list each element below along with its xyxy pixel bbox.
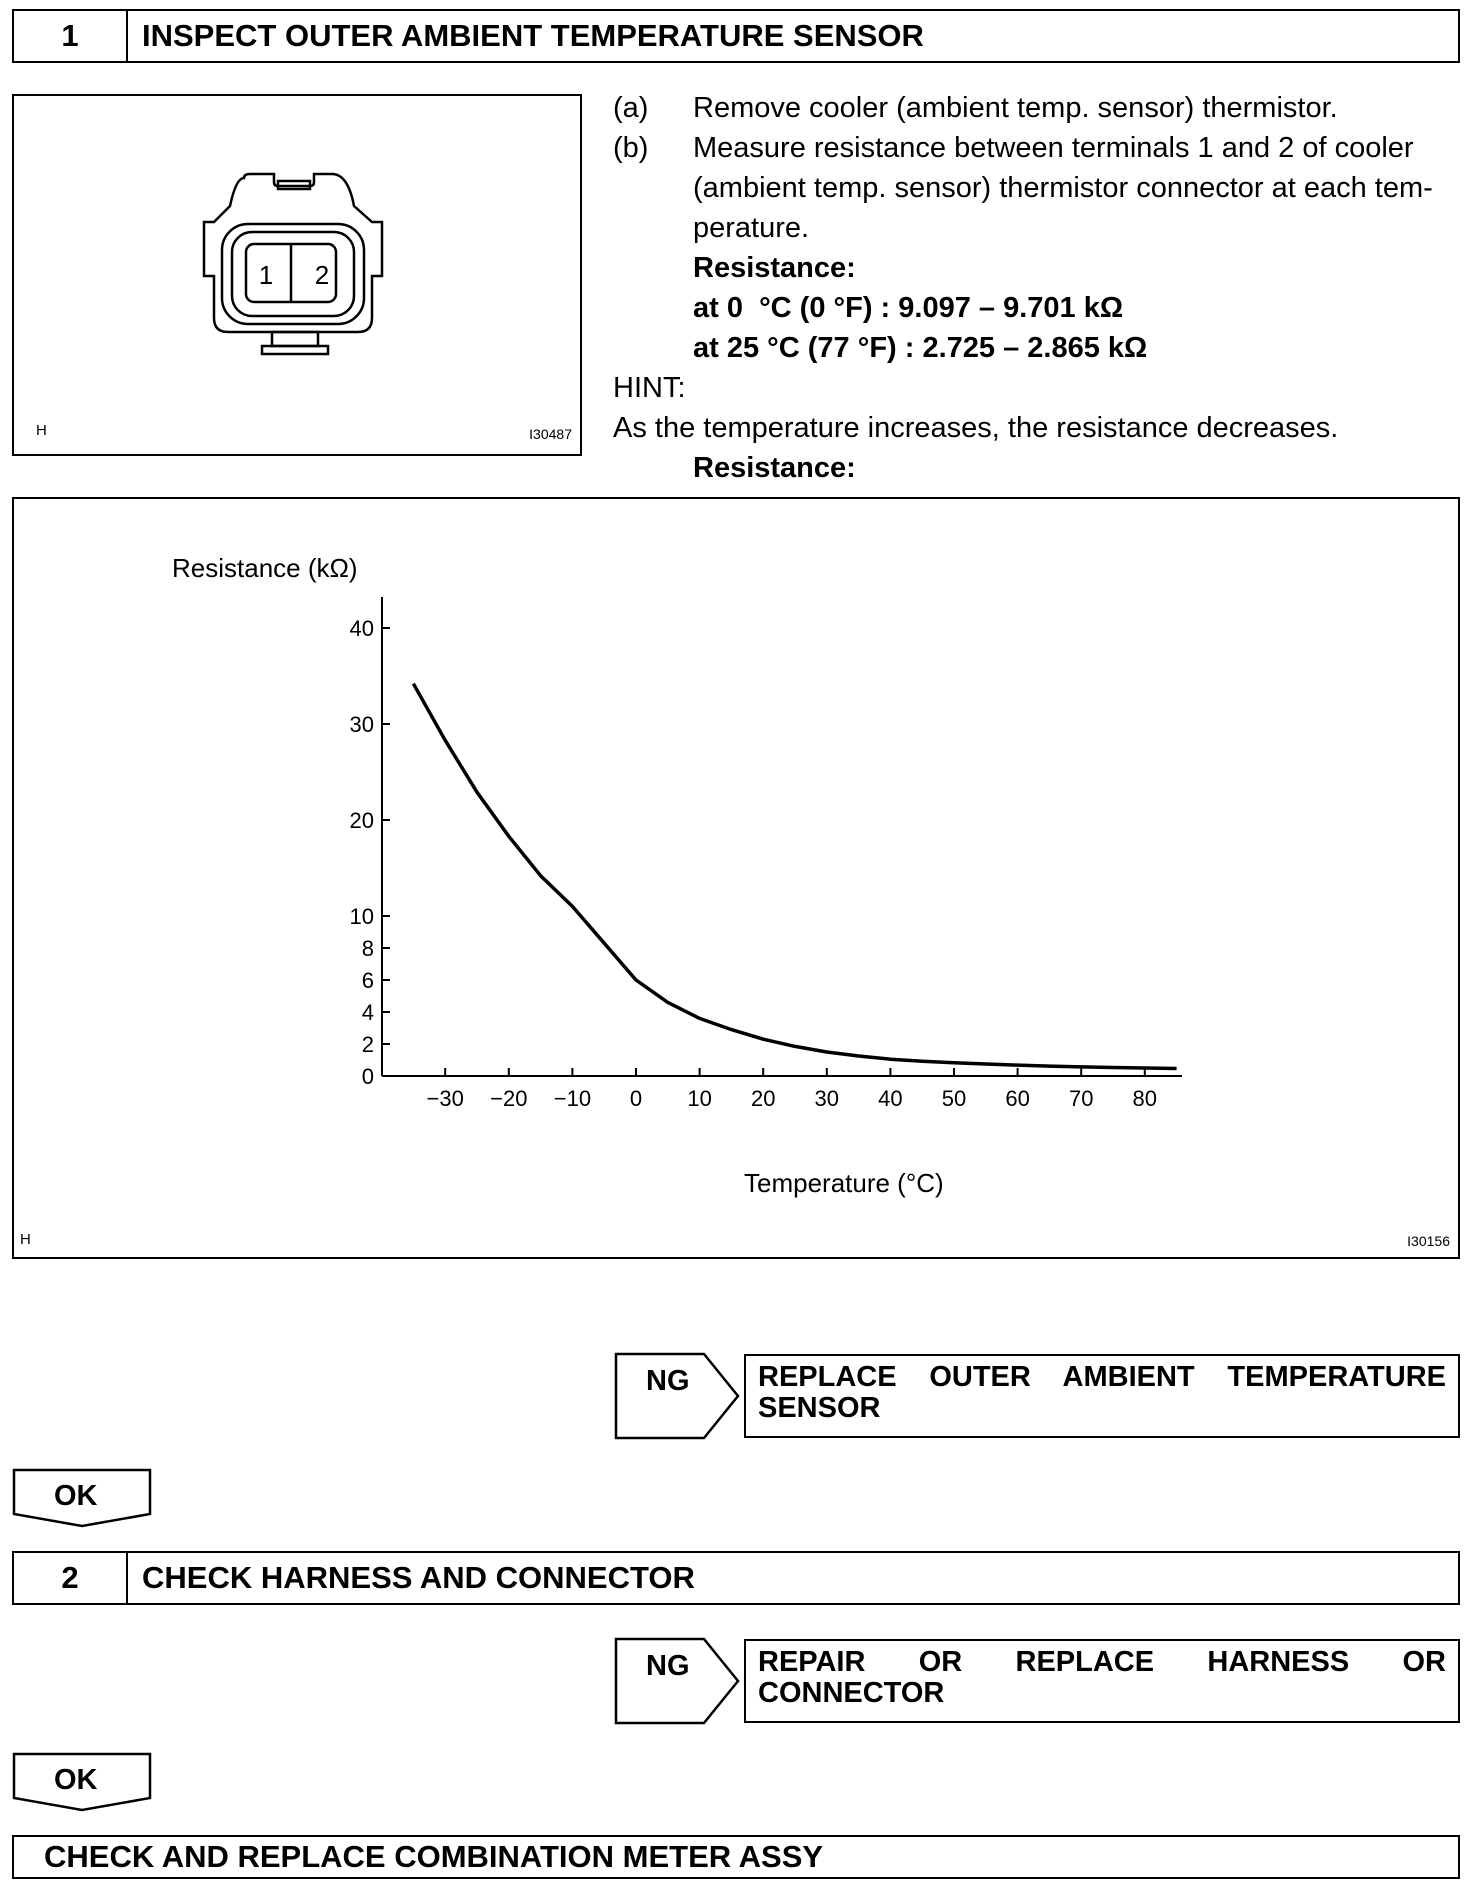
x-tick-label: 0 <box>629 1086 643 1111</box>
resistance-spec-25c: at 25 °C (77 °F) : 2.725 – 2.865 kΩ <box>693 332 1148 364</box>
step1-number: 1 <box>14 11 128 61</box>
ok-label-2: OK <box>54 1764 98 1796</box>
final-step-header <box>12 1835 1460 1879</box>
pin-1-label: 1 <box>258 260 274 290</box>
ok-arrow-1 <box>12 1468 154 1530</box>
hint-label: HINT: <box>613 372 686 404</box>
instruction-a-label: (a) <box>613 92 649 124</box>
ng-arrow-2 <box>614 1637 742 1725</box>
y-tick-label: 8 <box>361 936 374 961</box>
resistance-label: Resistance: <box>693 252 856 284</box>
y-tick-label: 40 <box>349 616 374 641</box>
x-tick-label: −20 <box>490 1086 528 1111</box>
y-tick-label: 4 <box>361 1000 374 1025</box>
y-tick-label: 0 <box>361 1064 374 1089</box>
step2-header <box>12 1551 1460 1605</box>
resistance-spec-0c: at 0 °C (0 °F) : 9.097 – 9.701 kΩ <box>693 292 1124 324</box>
x-tick-label: −30 <box>426 1086 464 1111</box>
connector-drawing <box>14 96 580 454</box>
ok-label-1: OK <box>54 1480 98 1512</box>
resistance-graph-figure <box>12 497 1460 1259</box>
resistance-label-2: Resistance: <box>693 452 856 484</box>
step2-title: CHECK HARNESS AND CONNECTOR <box>142 1560 695 1595</box>
step1-header <box>12 9 1460 63</box>
x-tick-label: −10 <box>553 1086 592 1111</box>
x-tick-label: 70 <box>1068 1086 1094 1111</box>
instruction-b-label: (b) <box>613 132 649 164</box>
y-axis-label: Resistance (kΩ) <box>172 553 358 583</box>
connector-figure-corner-letter: H <box>36 422 47 439</box>
hint-text: As the temperature increases, the resistance decreases. <box>613 412 1339 444</box>
x-tick-label: 50 <box>941 1086 967 1111</box>
graph-figure-corner-letter: H <box>20 1231 31 1248</box>
ng-label-2: NG <box>646 1650 690 1682</box>
ok-arrow-2 <box>12 1752 154 1814</box>
x-axis-label: Temperature (°C) <box>744 1168 944 1198</box>
x-tick-label: 80 <box>1132 1086 1158 1111</box>
y-tick-label: 6 <box>361 968 374 993</box>
ng-result-1: REPLACE OUTER AMBIENT TEMPERATURE SENSOR <box>744 1354 1460 1438</box>
final-step-title: CHECK AND REPLACE COMBINATION METER ASSY <box>44 1839 824 1874</box>
y-tick-label: 10 <box>349 904 374 929</box>
ng-result-2: REPAIR OR REPLACE HARNESS OR CONNECTOR <box>744 1639 1460 1723</box>
y-tick-label: 2 <box>361 1032 374 1057</box>
x-tick-label: 30 <box>814 1086 840 1111</box>
instruction-b-line2: (ambient temp. sensor) thermistor connector at each tem- <box>693 172 1433 204</box>
resistance-temperature-chart <box>14 499 1458 1257</box>
ng-label-1: NG <box>646 1365 690 1397</box>
instruction-b-line1: Measure resistance between terminals 1 and 2 of cooler <box>693 132 1414 164</box>
x-tick-label: 60 <box>1005 1086 1030 1111</box>
y-tick-label: 20 <box>349 808 374 833</box>
y-tick-label: 30 <box>349 712 374 737</box>
pin-2-label: 2 <box>314 260 330 290</box>
instruction-a-text: Remove cooler (ambient temp. sensor) thermistor. <box>693 92 1338 124</box>
step1-title: INSPECT OUTER AMBIENT TEMPERATURE SENSOR <box>142 18 924 53</box>
connector-figure-id: I30487 <box>529 426 572 442</box>
x-tick-label: 10 <box>687 1086 712 1111</box>
connector-figure <box>12 94 582 456</box>
ng-arrow-1 <box>614 1352 742 1440</box>
instruction-b-line3: perature. <box>693 212 810 244</box>
graph-figure-id: I30156 <box>1407 1233 1450 1249</box>
x-tick-label: 40 <box>878 1086 903 1111</box>
step2-number: 2 <box>14 1553 128 1603</box>
resistance-curve <box>413 684 1176 1069</box>
x-tick-label: 20 <box>750 1086 776 1111</box>
